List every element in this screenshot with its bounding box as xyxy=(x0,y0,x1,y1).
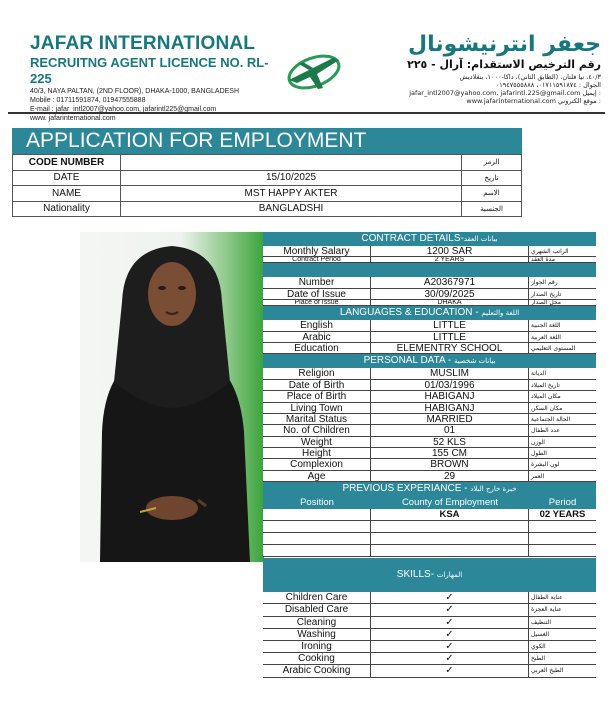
row-value: MARRIED xyxy=(371,414,529,424)
row-label-arabic: اللغة العربية xyxy=(531,333,561,341)
experience-period: 02 YEARS xyxy=(539,509,586,521)
row-label-arabic: الحالة الجتماعية xyxy=(531,415,571,423)
row-label: English xyxy=(263,320,371,330)
row-label: Date of Birth xyxy=(263,380,371,390)
check-icon: ✓ xyxy=(371,629,529,640)
row-value: 30/09/2025 xyxy=(371,289,529,299)
row-label-arabic: العمر xyxy=(531,472,545,480)
company-mobile-arabic: الجوال : ٠١٧١١٥٩١٨٧٤، ٠١٩٤٧٥٥٥٨٨٨ xyxy=(495,81,601,89)
licence-number: RECRUITNG AGENT LICENCE NO. RL-225 xyxy=(30,55,269,86)
company-mobile: Mobile : 01711591874, 01947555888 xyxy=(30,97,146,104)
check-icon: ✓ xyxy=(371,592,529,603)
column-country: County of Employment xyxy=(401,497,499,509)
skill-label-arabic: الغسيل xyxy=(531,630,550,638)
table-row xyxy=(263,617,596,629)
previous-title-arabic: خبرة خارج البلاد xyxy=(470,485,517,494)
table-row xyxy=(263,448,596,459)
row-value: ELEMENTRY SCHOOL xyxy=(371,343,529,353)
row-value: LITTLE xyxy=(371,320,529,330)
company-website-arabic: www.jafarinternational.com موقع الكتروني : xyxy=(466,97,601,105)
skill-label: Cooking xyxy=(263,653,371,664)
row-label: Living Town xyxy=(263,403,371,413)
table-row xyxy=(263,414,596,425)
table-row xyxy=(263,533,596,545)
details-table xyxy=(263,232,596,678)
row-label: Marital Status xyxy=(263,414,371,424)
table-row xyxy=(13,170,522,186)
company-website: www. jafarinternational.com xyxy=(30,115,116,122)
languages-title: LANGUAGES & EDUCATION - xyxy=(339,307,479,319)
table-row xyxy=(263,471,596,482)
languages-education-header xyxy=(263,306,596,320)
experience-country: KSA xyxy=(371,509,529,520)
application-title: APPLICATION FOR EMPLOYMENT xyxy=(12,128,522,154)
row-label: No. of Children xyxy=(263,425,371,435)
table-row xyxy=(13,201,522,217)
row-label: CODE NUMBER xyxy=(13,155,121,171)
row-label-arabic: الراتب الشهري xyxy=(531,248,569,255)
row-label: Complexion xyxy=(263,459,371,469)
check-icon: ✓ xyxy=(371,604,529,615)
row-value: 01/03/1996 xyxy=(371,380,529,390)
table-row xyxy=(263,604,596,616)
row-label-arabic: عدد الطفال xyxy=(531,427,560,435)
company-name: JAFAR INTERNATIONAL xyxy=(30,33,256,54)
personal-title-arabic: بيانات شخصية xyxy=(453,357,496,366)
table-row xyxy=(263,545,596,557)
row-value: HABIGANJ xyxy=(371,403,529,413)
row-label: Date of Issue xyxy=(263,289,371,299)
table-row xyxy=(263,320,596,331)
table-row xyxy=(263,509,596,521)
table-row xyxy=(263,592,596,604)
row-value: LITTLE xyxy=(371,332,529,342)
skill-label-arabic: الطبخ العربي xyxy=(531,667,564,675)
contract-details-title-arabic: بيانات العقد xyxy=(463,235,498,243)
column-position: Position xyxy=(300,497,334,509)
row-label-arabic: محل الصدار xyxy=(531,300,561,306)
row-label: Religion xyxy=(263,368,371,378)
skill-label: Cleaning xyxy=(263,617,371,628)
previous-experience-header xyxy=(263,482,596,496)
table-row xyxy=(263,403,596,414)
row-label: Arabic xyxy=(263,332,371,342)
skills-header xyxy=(263,558,596,592)
skill-label-arabic: الكوي xyxy=(531,643,546,650)
row-label-arabic: رقم الجواز xyxy=(531,279,558,287)
row-value: 155 CM xyxy=(371,448,529,458)
personal-title: PERSONAL DATA - xyxy=(363,355,452,367)
row-value: 15/10/2025 xyxy=(121,170,462,186)
table-row xyxy=(263,459,596,470)
table-row xyxy=(263,246,596,257)
application-table xyxy=(12,154,522,217)
column-period: Period xyxy=(548,497,577,509)
contract-details-header xyxy=(263,232,596,246)
row-label-arabic: الجنسية xyxy=(462,201,522,217)
table-row xyxy=(13,155,522,171)
table-row xyxy=(263,629,596,641)
row-label: Age xyxy=(263,471,371,481)
row-label-arabic: مدة العقد xyxy=(531,257,555,263)
skills-title: SKILLS- xyxy=(396,569,435,581)
row-label: Height xyxy=(263,448,371,458)
skill-label: Arabic Cooking xyxy=(263,665,371,676)
row-label: Place of Birth xyxy=(263,391,371,401)
header-divider xyxy=(8,112,605,114)
company-name-arabic: جعفر انترنيشونال xyxy=(408,32,601,57)
licence-number-arabic: رقم الترخيص الاستقدام: آرال - ٢٢٥ xyxy=(407,58,601,71)
row-label-arabic: الديانة xyxy=(531,370,547,378)
table-row xyxy=(263,343,596,354)
row-label: Monthly Salary xyxy=(263,246,371,256)
row-label-arabic: الرمز xyxy=(462,155,522,171)
row-value: 2 YEARS xyxy=(371,257,529,262)
table-row xyxy=(263,665,596,677)
skill-label: Washing xyxy=(263,629,371,640)
row-label: Number xyxy=(263,277,371,287)
row-label: Nationality xyxy=(13,201,121,217)
row-value: MUSLIM xyxy=(371,368,529,378)
row-label-arabic: المستوى التعليمي xyxy=(531,344,576,352)
row-label-arabic: مكان الميلاد xyxy=(531,393,561,401)
company-email-arabic: jafar_intl2007@yahoo.com, jafarintl.225@gmail.com إيميل : xyxy=(409,89,601,97)
check-icon: ✓ xyxy=(371,617,529,628)
row-value: 01 xyxy=(371,425,529,435)
passport-section-header xyxy=(263,263,596,277)
row-label-arabic: تاريخ الصدار xyxy=(531,290,562,298)
check-icon: ✓ xyxy=(371,641,529,652)
check-icon: ✓ xyxy=(371,653,529,664)
row-value: 29 xyxy=(371,471,529,481)
skill-label: Children Care xyxy=(263,592,371,603)
table-row xyxy=(263,277,596,288)
row-label: DATE xyxy=(13,170,121,186)
table-row xyxy=(263,653,596,665)
company-address-arabic: ٤٠/٣، نيا فلتان، (الطابق الثاني)، داكا-١٠٠٠، بنغلاديش xyxy=(459,73,601,81)
table-row xyxy=(263,521,596,533)
row-value: 1200 SAR xyxy=(371,246,529,256)
table-row xyxy=(263,391,596,402)
row-label: Contract Period xyxy=(263,257,371,262)
row-label-arabic: الطول xyxy=(531,450,547,458)
row-label: Education xyxy=(263,343,371,353)
table-row xyxy=(263,437,596,448)
table-row xyxy=(263,425,596,436)
experience-position xyxy=(263,509,371,520)
company-address: 40/3, NAYA PALTAN, (2ND FLOOR), DHAKA-1000, BANGLADESH xyxy=(30,88,240,95)
table-row xyxy=(263,380,596,391)
skill-label-arabic: عناية العجزة xyxy=(531,606,562,614)
applicant-portrait-image xyxy=(80,232,264,562)
company-header-english xyxy=(30,33,290,123)
company-email: E-mail : jafar_intl2007@yahoo.com, jafarintl225@gmail.com xyxy=(30,106,217,113)
skill-label-arabic: التنظيف xyxy=(531,618,552,626)
skill-label: Disabled Care xyxy=(263,604,371,615)
row-value xyxy=(121,155,462,171)
table-row xyxy=(263,332,596,343)
check-icon: ✓ xyxy=(371,665,529,676)
languages-title-arabic: اللغة والتعليم xyxy=(481,309,520,318)
company-header-arabic xyxy=(331,33,601,105)
previous-experience-columns xyxy=(263,496,596,509)
skill-label-arabic: الطبخ xyxy=(531,655,546,663)
skill-label-arabic: عناية الطفال xyxy=(531,594,563,602)
row-label-arabic: تاريخ الميلاد xyxy=(531,381,560,389)
row-label-arabic: مكان السكن xyxy=(531,404,563,412)
row-value: BANGLADSHI xyxy=(121,201,462,217)
row-label-arabic: الاسم xyxy=(462,186,522,202)
skills-title-arabic: المهارات xyxy=(436,571,463,580)
row-value: BROWN xyxy=(371,459,529,469)
row-value: MST HAPPY AKTER xyxy=(121,186,462,202)
table-row xyxy=(263,289,596,300)
row-value: 52 KLS xyxy=(371,437,529,447)
personal-data-header xyxy=(263,354,596,368)
table-row xyxy=(263,641,596,653)
row-label-arabic: الوزن xyxy=(531,438,545,446)
row-label: Place of Issue xyxy=(263,300,371,305)
row-label-arabic: تاريخ xyxy=(462,170,522,186)
table-row xyxy=(263,368,596,379)
row-label-arabic: اللغة الجنبية xyxy=(531,322,561,330)
skill-label: Ironing xyxy=(263,641,371,652)
applicant-photo xyxy=(80,232,264,562)
row-value: DHAKA xyxy=(371,300,529,305)
contract-details-title: CONTRACT DETAILS- xyxy=(361,233,464,244)
row-value: A20367971 xyxy=(371,277,529,287)
row-value: HABIGANJ xyxy=(371,391,529,401)
row-label: NAME xyxy=(13,186,121,202)
previous-title: PREVIOUS EXPERIANCE - xyxy=(342,483,468,495)
row-label: Weight xyxy=(263,437,371,447)
row-label-arabic: لون البشرة xyxy=(531,461,560,469)
table-row xyxy=(13,186,522,202)
